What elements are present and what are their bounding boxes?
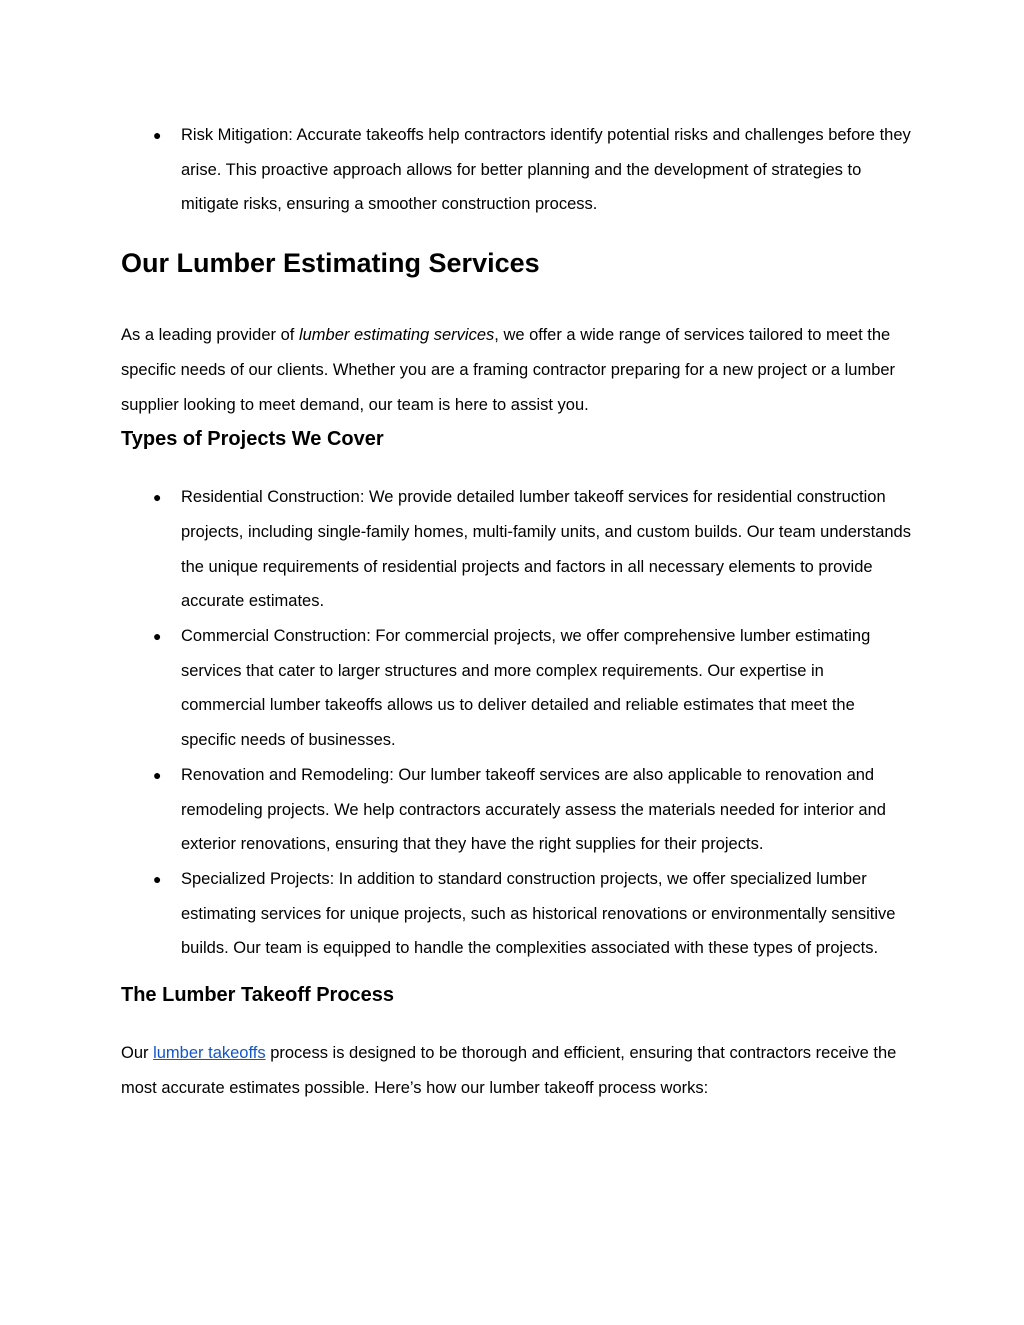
list-item [121,862,911,966]
list-item [121,758,911,862]
section-heading-types-of-projects: Types of Projects We Cover [121,428,384,451]
bullet-icon: ● [153,628,162,645]
list-item [121,619,911,758]
document-page [121,118,911,1105]
intro-paragraph [121,318,911,422]
list-item [121,480,911,619]
list-item-text: Specialized Projects: In addition to standard construction projects, we offer specialized lumber estimating services for unique projects, such as historical renovations or environmentally sensitive builds. Our team is equipped to handle the complexities associated with these types of projects. [181,869,896,958]
list-item [121,118,911,222]
bullet-icon: ● [153,127,162,143]
process-text-end: process is designed to be thorough and efficient, ensuring that contractors receive the most accurate estimates possible. Here’s how our lumber takeoff process works: [121,1044,897,1097]
intro-text-end: , we offer a wide range of services tailored to meet the specific needs of our clients. Whether you are a framing contractor preparing for a new project or a lumber supplier looking to meet demand, our team is here to assist you. [121,326,896,414]
process-paragraph [121,1036,911,1105]
top-bullet-list [121,118,911,222]
list-item-text: Renovation and Remodeling: Our lumber takeoff services are also applicable to renovation and remodeling projects. We help contractors accurately assess the materials needed for interior and exterior renovations, ensuring that they have the right supplies for their projects. [181,765,886,854]
section-heading-lumber-estimating-services: Our Lumber Estimating Services [121,248,540,279]
lumber-takeoffs-link[interactable]: lumber takeoffs [153,1044,266,1063]
bullet-icon: ● [153,489,162,506]
section-heading-takeoff-process: The Lumber Takeoff Process [121,984,395,1007]
intro-italic-phrase: lumber estimating services [298,326,495,345]
list-item-text: Commercial Construction: For commercial projects, we offer comprehensive lumber estimating services that cater to larger structures and more complex requirements. Our expertise in commercial lumber takeoffs allows us to deliver detailed and reliable estimates that meet the specific needs of businesses. [181,627,871,750]
bullet-icon: ● [153,766,162,783]
bullet-icon: ● [153,870,162,887]
intro-text-start: As a leading provider of [121,326,299,345]
list-item-text: Residential Construction: We provide detailed lumber takeoff services for residential construction projects, including single-family homes, multi-family units, and custom builds. Our team understands the unique requirements of residential projects and factors in all necessary elements to provide accurate estimates. [181,488,911,611]
project-types-list [121,480,911,966]
process-text-start: Our [121,1044,154,1063]
list-item-text: Risk Mitigation: Accurate takeoffs help contractors identify potential risks and challenges before they arise. This proactive approach allows for better planning and the development of strategies to mitigate risks, ensuring a smoother construction process. [181,126,911,214]
